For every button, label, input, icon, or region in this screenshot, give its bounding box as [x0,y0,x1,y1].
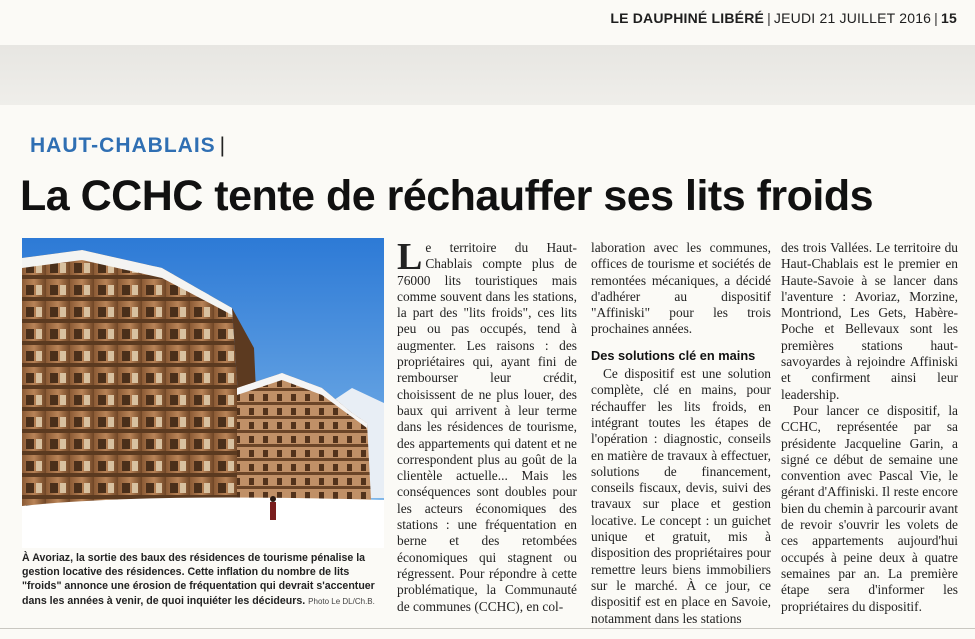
article-column-1 [397,236,577,615]
photo-caption [22,551,384,609]
rubric-label: HAUT-CHABLAIS [30,134,216,157]
column-1-text: e territoire du Haut-Chablais compte plus de 76000 lits touristiques mais comme souvent dans les stations, la part des "lits froids", ces lits peu ou pas occupés, tend à augmenter. Les raisons : des propriétaires qui, ayant fini de rembourser leur crédit, choisissent de ne plus louer, des baux qui arrivent à leur terme dans les résidences de tourisme, des appartements qui datent et ne correspondent plus au goût de la clientèle actuelle... Mais les conséquences sont doubles pour les acteurs économiques des stations : une fréquentation en berne et des retombées économiques qui stagnent ou régressent. Pour répondre à cette problématique, la Communauté de communes (CCHC), en col- [397,240,577,614]
ski-resort-photo [22,238,384,548]
article-headline: La CCHC tente de réchauffer ses lits froids [20,172,874,220]
photo-credit: Photo Le DL/Ch.B. [308,596,375,606]
page-divider [0,628,975,629]
masthead-separator: | [934,10,939,26]
article-column-3 [781,240,958,615]
caption-text: À Avoriaz, la sortie des baux des résidences de tourisme pénalise la gestion locative des résidences. Cette inflation du nombre de lits "froids" annonce une érosion de fréquentation qui devrait s'accentuer dans les années à venir, de quoi inquiéter les décideurs. [22,552,375,607]
drop-cap: L [397,236,423,278]
newspaper-name: LE DAUPHINÉ LIBÉRÉ [610,10,765,26]
issue-date: JEUDI 21 JUILLET 2016 [773,10,932,26]
column-2-intro: laboration avec les communes, offices de tourisme et sociétés de remontées mécaniques, a décidé d'adhérer au dispositif "Affiniski" pour les trois prochaines années. [591,240,771,337]
column-3-paragraph-1: des trois Vallées. Le territoire du Haut-Chablais est le premier en Haute-Savoie à se lancer dans l'aventure : Avoriaz, Morzine, Montriond, Les Gets, Habère-Poche et Bellevaux sont les premières stations haut-savoyardes à rejoindre Affiniski et confirment ainsi leur leadership. [781,240,958,402]
section-rubric [30,134,226,158]
article-subheading: Des solutions clé en mains [591,347,756,363]
page-number: 15 [941,10,957,26]
masthead [610,10,957,26]
article-column-2 [591,240,771,627]
masthead-separator: | [767,10,771,26]
page-shading [0,45,975,105]
column-2-body: Ce dispositif est une solution complète, clé en mains, pour réchauffer les lits froids, en intégrant toutes les étapes de l'opération : diagnostic, conseils en matière de travaux à effectuer, solutions de financement, conseils fiscaux, devis, suivi des travaux sur place et gestion locative. Le concept : un guichet unique et gratuit, mis à disposition des propriétaires pour remettre leurs biens immobiliers sur le marché. À ce jour, ce dispositif est en place en Savoie, notamment dans les stations [591,366,771,626]
rubric-separator: | [219,134,227,157]
article-photo [22,238,384,548]
column-3-paragraph-2: Pour lancer ce dispositif, la CCHC, représentée par sa présidente Jacqueline Garin, a signé ce début de semaine une convention avec Pascal Vie, le gérant d'Affiniski. Il reste encore bien du chemin à parcourir avant de revoir s'ouvrir les volets de ces appartements aujourd'hui occupés à peine deux à quatre semaines par an. La première étape sera d'informer les propriétaires du dispositif. [781,402,958,614]
